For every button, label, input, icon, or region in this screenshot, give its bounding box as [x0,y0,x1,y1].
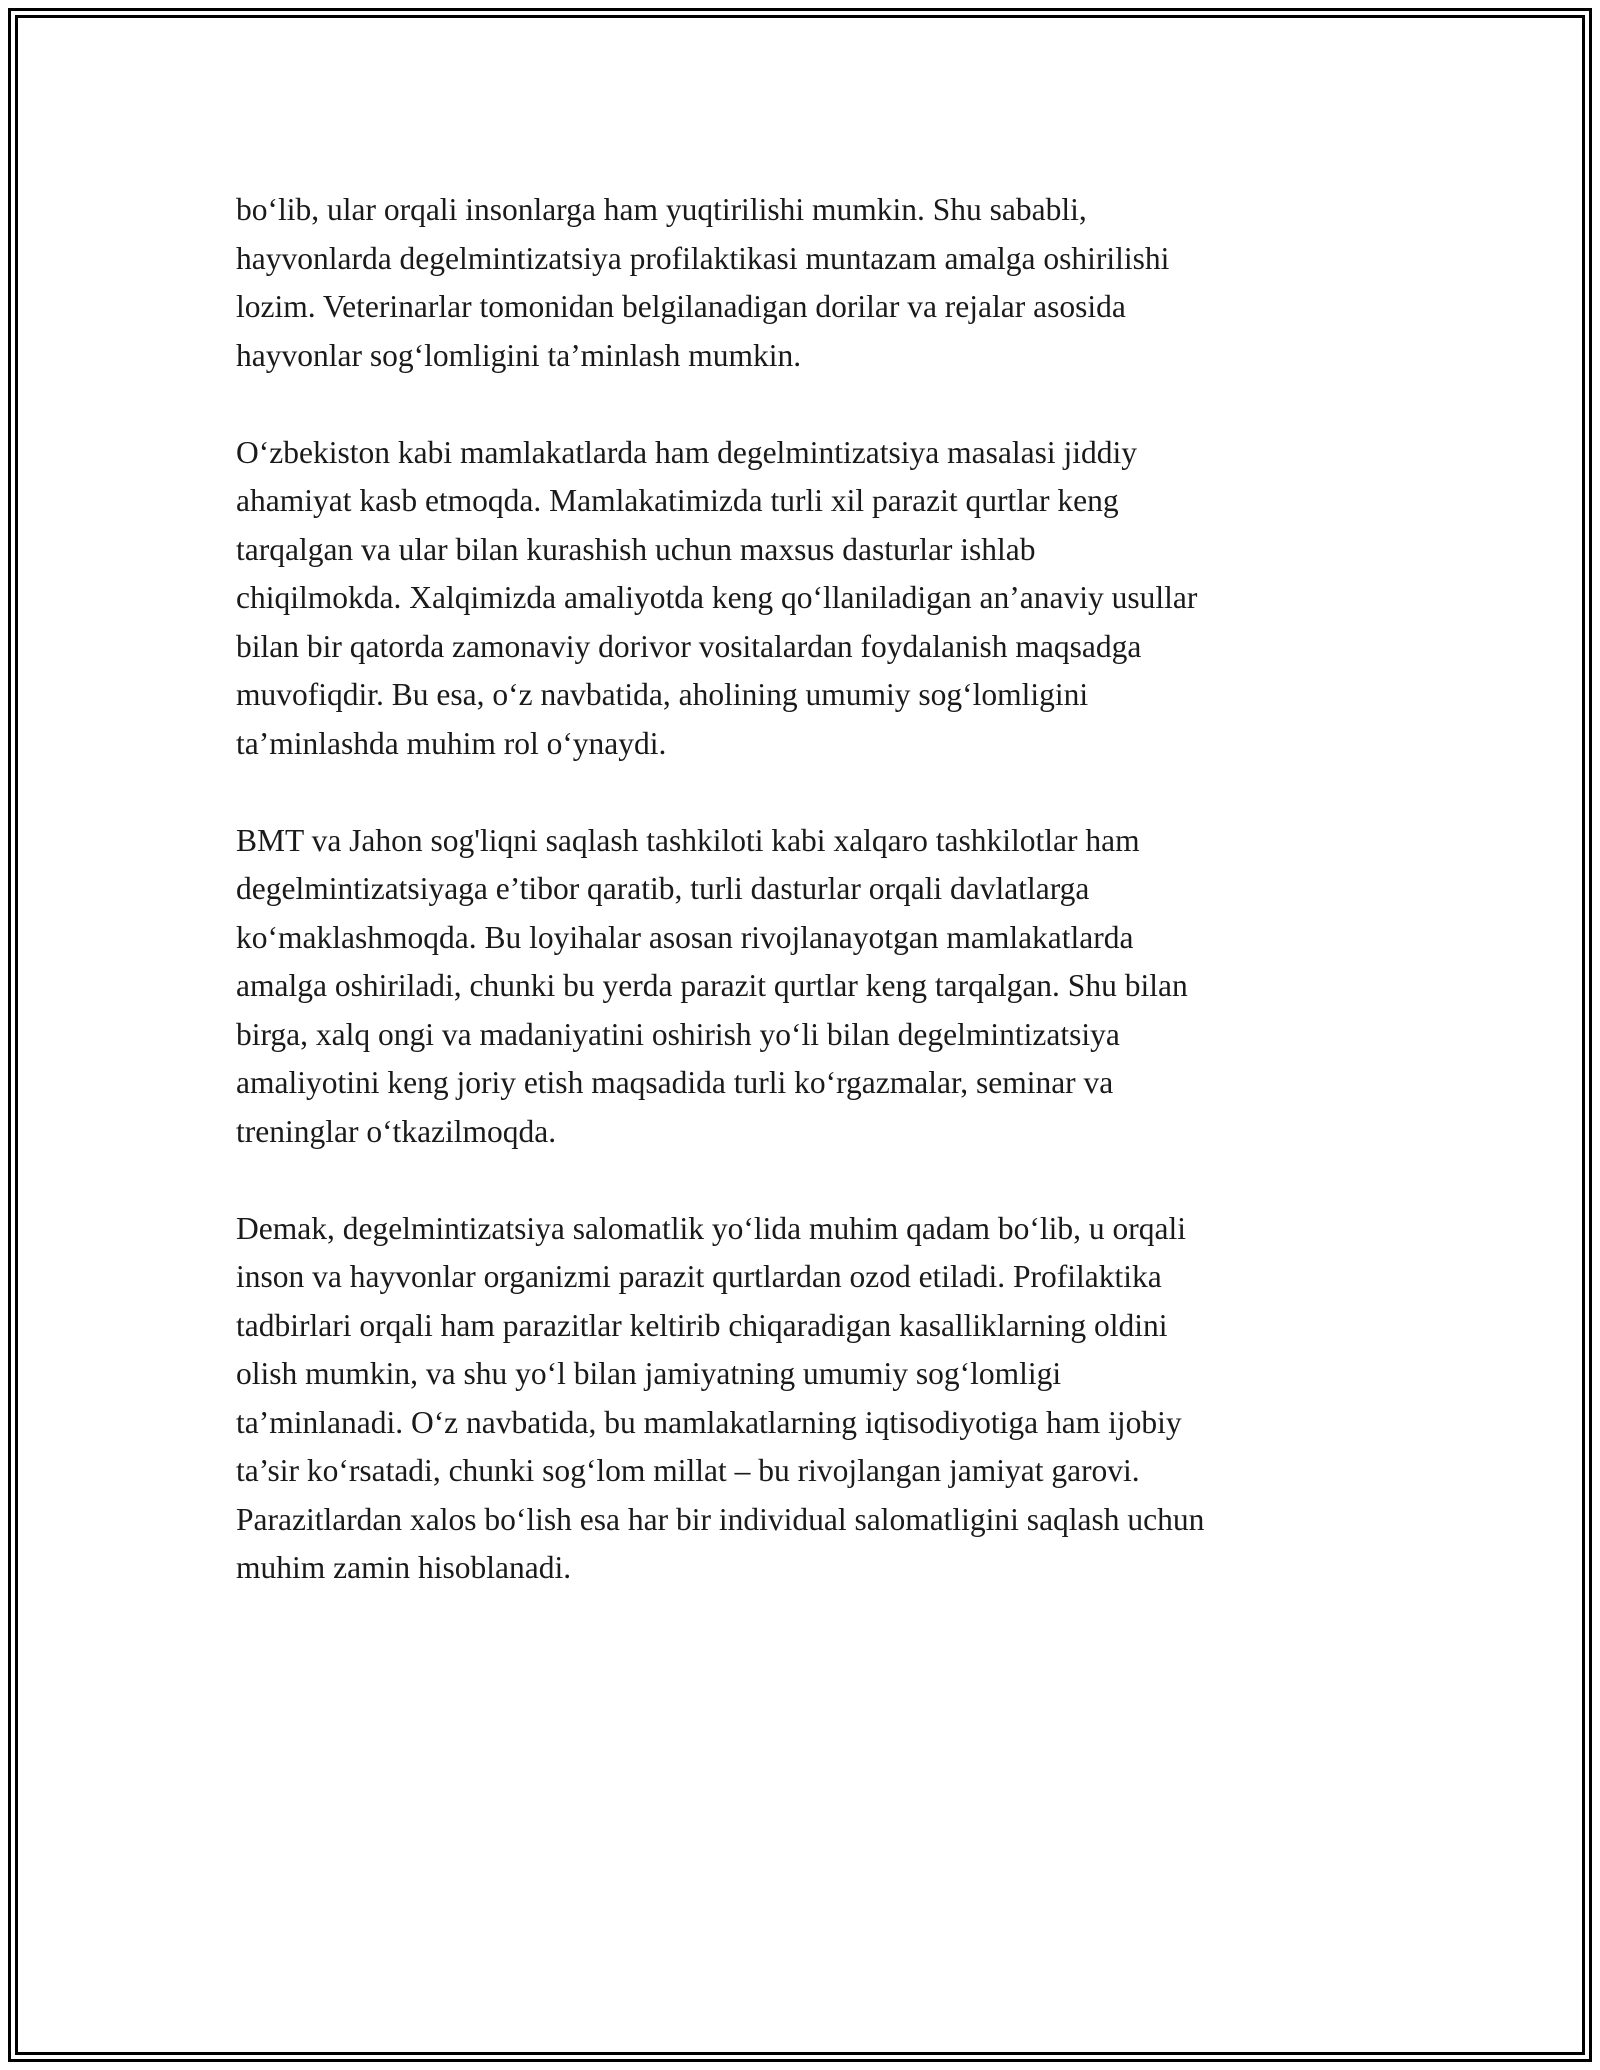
text-line: ko‘maklashmoqda. Bu loyihalar asosan rivojlanayotgan mamlakatlarda [236,919,1134,955]
text-line: BMT va Jahon sog'liqni saqlash tashkiloti kabi xalqaro tashkilotlar ham [236,822,1140,858]
text-line: bilan bir qatorda zamonaviy dorivor vositalardan foydalanish maqsadga [236,628,1142,664]
text-line: hayvonlarda degelmintizatsiya profilaktikasi muntazam amalga oshirilishi [236,240,1170,276]
text-line: ahamiyat kasb etmoqda. Mamlakatimizda turli xil parazit qurtlar keng [236,483,1119,518]
text-line: Demak, degelmintizatsiya salomatlik yo‘lida muhim qadam bo‘lib, u orqali [236,1210,1187,1246]
text-line: chiqilmokda. Xalqimizda amaliyotda keng qo‘llaniladigan an’anaviy usullar [236,580,1198,615]
text-line: treninglar o‘tkazilmoqda. [236,1113,557,1149]
text-line: ta’minlanadi. O‘z navbatida, bu mamlakatlarning iqtisodiyotiga ham ijobiy [236,1404,1182,1440]
text-line: degelmintizatsiyaga e’tibor qaratib, turli dasturlar orqali davlatlarga [236,871,1090,906]
text-line: birga, xalq ongi va madaniyatini oshirish yo‘li bilan degelmintizatsiya [236,1016,1120,1052]
text-line: amalga oshiriladi, chunki bu yerda parazit qurtlar keng tarqalgan. Shu bilan [236,968,1188,1003]
text-line: tadbirlari orqali ham parazitlar keltirib chiqaradigan kasalliklarning oldini [236,1307,1168,1343]
document-body [236,186,1376,1593]
text-line: ta’minlashda muhim rol o‘ynaydi. [236,725,667,761]
text-line: Parazitlardan xalos bo‘lish esa har bir individual salomatligini saqlash uchun [236,1501,1205,1537]
text-line: olish mumkin, va shu yo‘l bilan jamiyatning umumiy sog‘lomligi [236,1356,1062,1391]
text-line: O‘zbekiston kabi mamlakatlarda ham degelmintizatsiya masalasi jiddiy [236,434,1137,470]
paragraph-1 [236,186,1376,380]
text-line: lozim. Veterinarlar tomonidan belgilanadigan dorilar va rejalar asosida [236,289,1126,324]
text-line: muhim zamin hisoblanadi. [236,1550,572,1585]
text-line: tarqalgan va ular bilan kurashish uchun maxsus dasturlar ishlab [236,531,1036,567]
text-line: inson va hayvonlar organizmi parazit qurtlardan ozod etiladi. Profilaktika [236,1259,1162,1294]
text-line: amaliyotini keng joriy etish maqsadida turli ko‘rgazmalar, seminar va [236,1065,1114,1100]
paragraph-2 [236,429,1376,769]
text-line: hayvonlar sog‘lomligini ta’minlash mumkin. [236,337,802,373]
text-line: muvofiqdir. Bu esa, o‘z navbatida, aholining umumiy sog‘lomligini [236,677,1089,712]
paragraph-3 [236,817,1376,1157]
text-line: ta’sir ko‘rsatadi, chunki sog‘lom millat – bu rivojlangan jamiyat garovi. [236,1453,1140,1488]
text-line: bo‘lib, ular orqali insonlarga ham yuqtirilishi mumkin. Shu sababli, [236,192,1087,227]
paragraph-4 [236,1205,1376,1593]
